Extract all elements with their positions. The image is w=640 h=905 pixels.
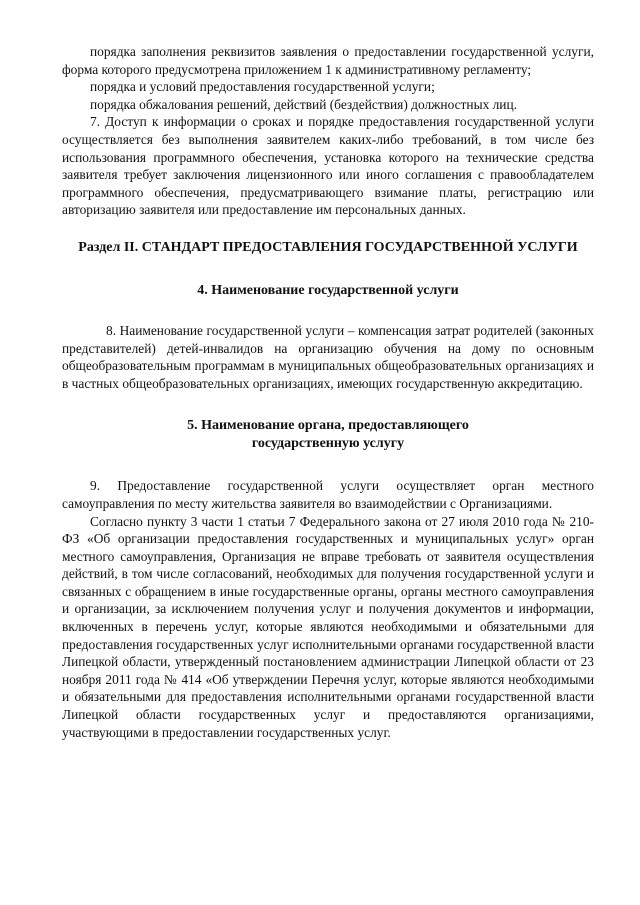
document-page [62,43,594,741]
paragraph-7-access: 7. Доступ к информации о сроках и порядке предоставления государственной услуги осуществляется без выполнения заявителем каких-либо требований, в том числе без использования программного обеспечения, установка которого на технические средства заявителя требует заключения лицензионного или иного соглашения с правообладателем программного обеспечения, предусматривающего взимание платы, регистрацию или авторизацию заявителя или предоставление им персональных данных. [62,114,594,218]
paragraph-9-provider: 9. Предоставление государственной услуги осуществляет орган местного самоуправления по месту жительства заявителя во взаимодействии с Организациями. [62,478,594,511]
subsection-5-title-line1: 5. Наименование органа, предоставляющего [187,418,469,434]
paragraph-8-service-name: 8. Наименование государственной услуги – компенсация затрат родителей (законных представителей) детей-инвалидов на организацию обучения на дому по основным общеобразовательным программам в муниципальных общеобразовательных организациях и в частных общеобразовательных организациях, имеющих государственную аккредитацию. [62,322,594,391]
section-title: Раздел II. СТАНДАРТ ПРЕДОСТАВЛЕНИЯ ГОСУДАРСТВЕННОЙ УСЛУГИ [78,239,578,255]
paragraph-conditions: порядка и условий предоставления государственной услуги; [90,79,435,95]
subsection-5-title-line2: государственную услугу [251,436,405,452]
paragraph-requisites: порядка заполнения реквизитов заявления о предоставлении государственной услуги, форма которого предусмотрена приложением 1 к административному регламенту; [62,44,594,77]
paragraph-law-reference: Согласно пункту 3 части 1 статьи 7 Федерального закона от 27 июля 2010 года № 210-ФЗ «Об организации предоставления государственных и муниципальных услуг» орган местного самоуправления, Организация не вправе требовать от заявителя осуществления действий, в том числе согласований, необходимых для получения государственной услуги и связанных с обращением в иные государственные органы, органы местного самоуправления и организации, за исключением получения услуг и получения документов и информации, включенных в перечень услуг, которые являются необходимыми и обязательными для предоставления государственных услуг исполнительными органами государственной власти Липецкой области, утвержденный постановлением администрации Липецкой области от 23 ноября 2011 года № 414 «Об утверждении Перечня услуг, которые являются необходимыми и обязательными для предоставления исполнительными органами государственной власти Липецкой области государственных услуг и предоставляются организациями, участвующими в предоставлении государственных услуг. [62,513,594,740]
subsection-4-title: 4. Наименование государственной услуги [197,282,459,298]
paragraph-appeal: порядка обжалования решений, действий (бездействия) должностных лиц. [90,96,517,112]
